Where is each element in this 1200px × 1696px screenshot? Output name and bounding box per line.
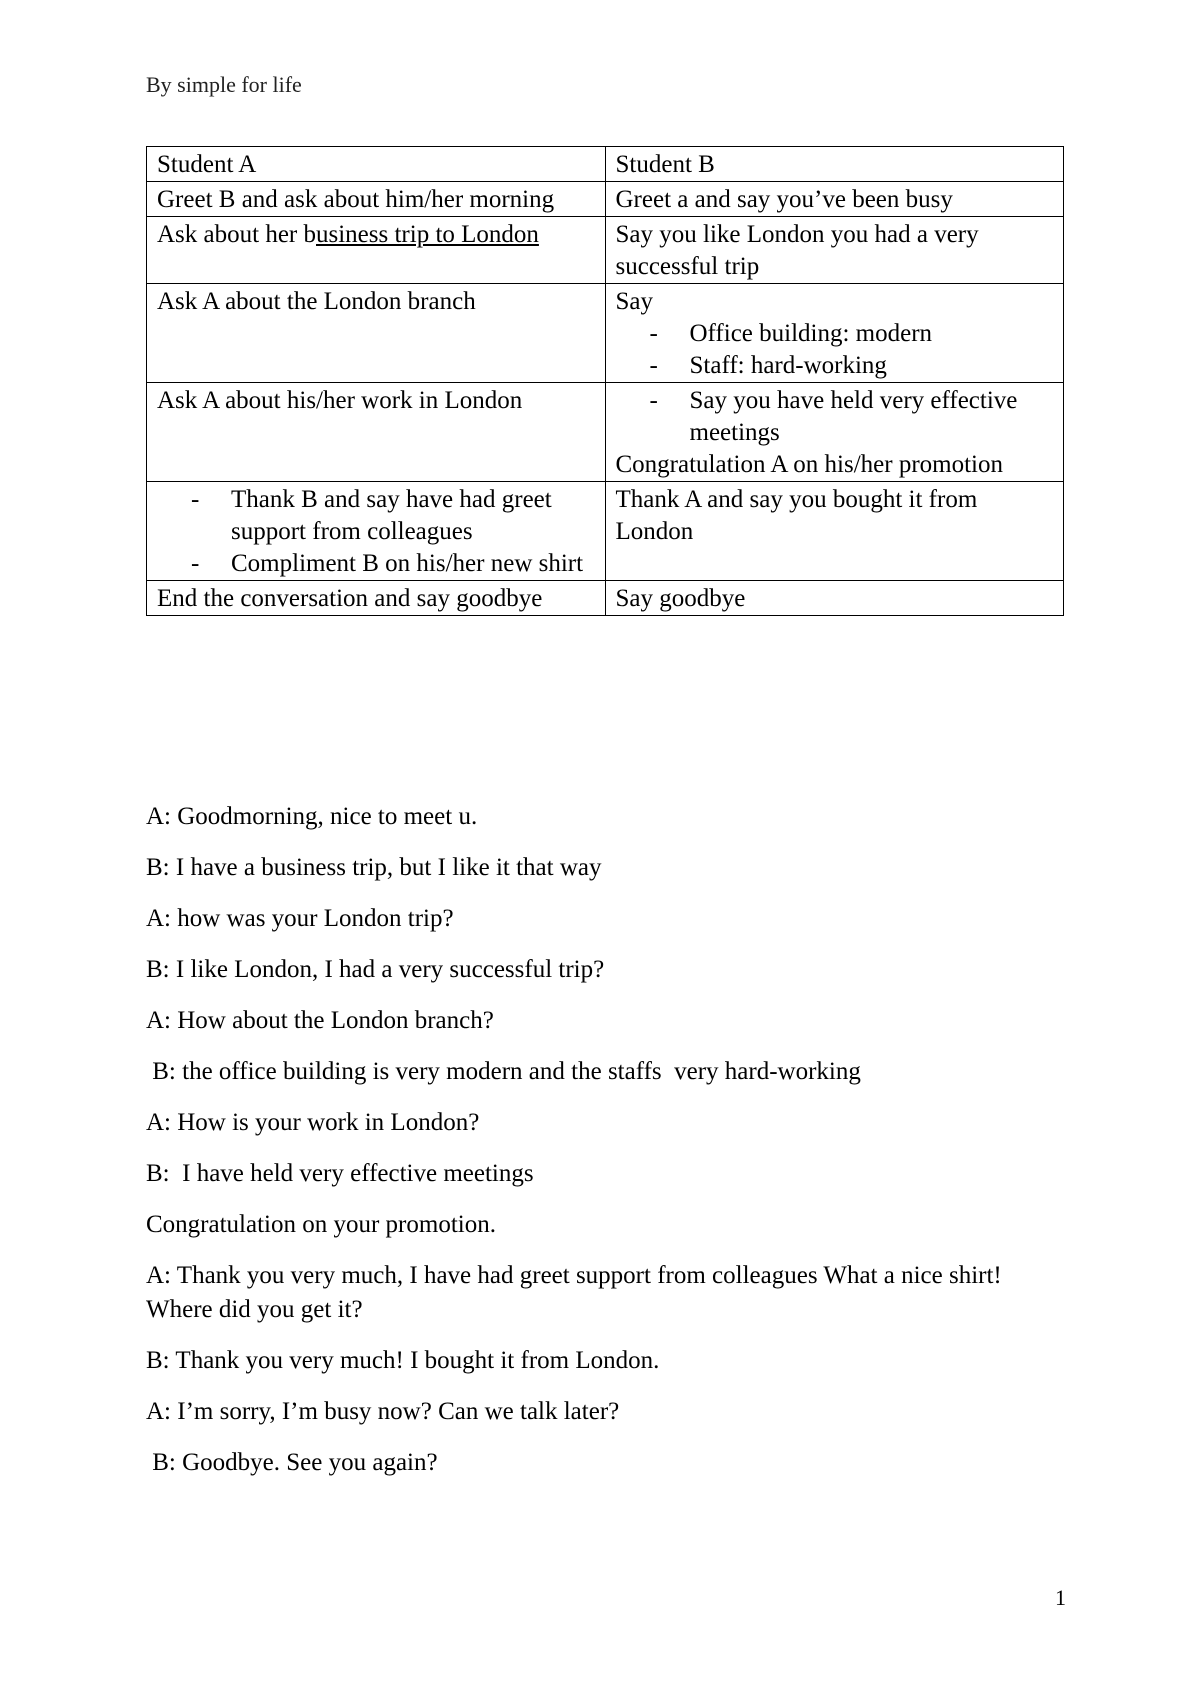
list-item: - Say you have held very effective meetings bbox=[650, 385, 1054, 449]
student-b-cell: Thank A and say you bought it from London bbox=[605, 482, 1064, 581]
student-a-cell bbox=[147, 482, 606, 581]
student-a-header: Student A bbox=[147, 147, 606, 182]
dialogue-line: B: the office building is very modern and the staffs very hard-working bbox=[146, 1058, 861, 1085]
dialogue-line: A: I’m sorry, I’m busy now? Can we talk later? bbox=[146, 1398, 620, 1425]
student-b-cell bbox=[605, 383, 1064, 482]
dialogue-line: A: How is your work in London? bbox=[146, 1109, 480, 1136]
table-row bbox=[147, 182, 1064, 217]
table-row bbox=[147, 581, 1064, 616]
table-row bbox=[147, 482, 1064, 581]
dash-list bbox=[616, 318, 1054, 382]
cell-intro: Say bbox=[615, 288, 653, 315]
student-a-cell: Greet B and ask about him/her morning bbox=[147, 182, 606, 217]
student-a-cell bbox=[147, 217, 606, 284]
dialogue-line: Congratulation on your promotion. bbox=[146, 1211, 496, 1238]
list-item: - Office building: modern bbox=[650, 318, 1054, 350]
student-a-cell: Ask A about the London branch bbox=[147, 284, 606, 383]
dialogue-line: A: Goodmorning, nice to meet u. bbox=[146, 803, 478, 830]
cell-text: Congratulation A on his/her promotion bbox=[615, 451, 1003, 478]
student-b-cell: Say you like London you had a very successful trip bbox=[605, 217, 1064, 284]
dialogue-line: B: I have held very effective meetings bbox=[146, 1160, 534, 1187]
table-row bbox=[147, 217, 1064, 284]
dash-list bbox=[616, 385, 1054, 449]
table-row bbox=[147, 284, 1064, 383]
dialogue-line: B: Thank you very much! I bought it from London. bbox=[146, 1347, 660, 1374]
underlined-text: usiness trip to London bbox=[316, 221, 539, 248]
dialogue-line: A: How about the London branch? bbox=[146, 1007, 494, 1034]
dash-list bbox=[157, 484, 595, 580]
list-item: - Staff: hard-working bbox=[650, 350, 1054, 382]
dialogue bbox=[146, 800, 1066, 1497]
page-number: 1 bbox=[1055, 1585, 1066, 1610]
dialogue-line: A: how was your London trip? bbox=[146, 905, 454, 932]
cell-text: Ask about her b bbox=[157, 221, 316, 248]
table-row bbox=[147, 383, 1064, 482]
page-header: By simple for life bbox=[146, 72, 302, 97]
student-b-cell: Greet a and say you’ve been busy bbox=[605, 182, 1064, 217]
list-item: - Thank B and say have had greet support from colleagues bbox=[191, 484, 595, 548]
dialogue-line: B: I like London, I had a very successful trip? bbox=[146, 956, 605, 983]
student-a-cell: Ask A about his/her work in London bbox=[147, 383, 606, 482]
student-b-cell bbox=[605, 284, 1064, 383]
student-b-cell: Say goodbye bbox=[605, 581, 1064, 616]
list-item: - Compliment B on his/her new shirt bbox=[191, 548, 595, 580]
role-table bbox=[146, 146, 1064, 616]
dialogue-line: B: Goodbye. See you again? bbox=[146, 1449, 438, 1476]
dialogue-line: B: I have a business trip, but I like it that way bbox=[146, 854, 602, 881]
table-header-row bbox=[147, 147, 1064, 182]
student-b-header: Student B bbox=[605, 147, 1064, 182]
dialogue-line: A: Thank you very much, I have had greet support from colleagues What a nice shirt! Where did you get it? bbox=[146, 1262, 1002, 1323]
student-a-cell: End the conversation and say goodbye bbox=[147, 581, 606, 616]
